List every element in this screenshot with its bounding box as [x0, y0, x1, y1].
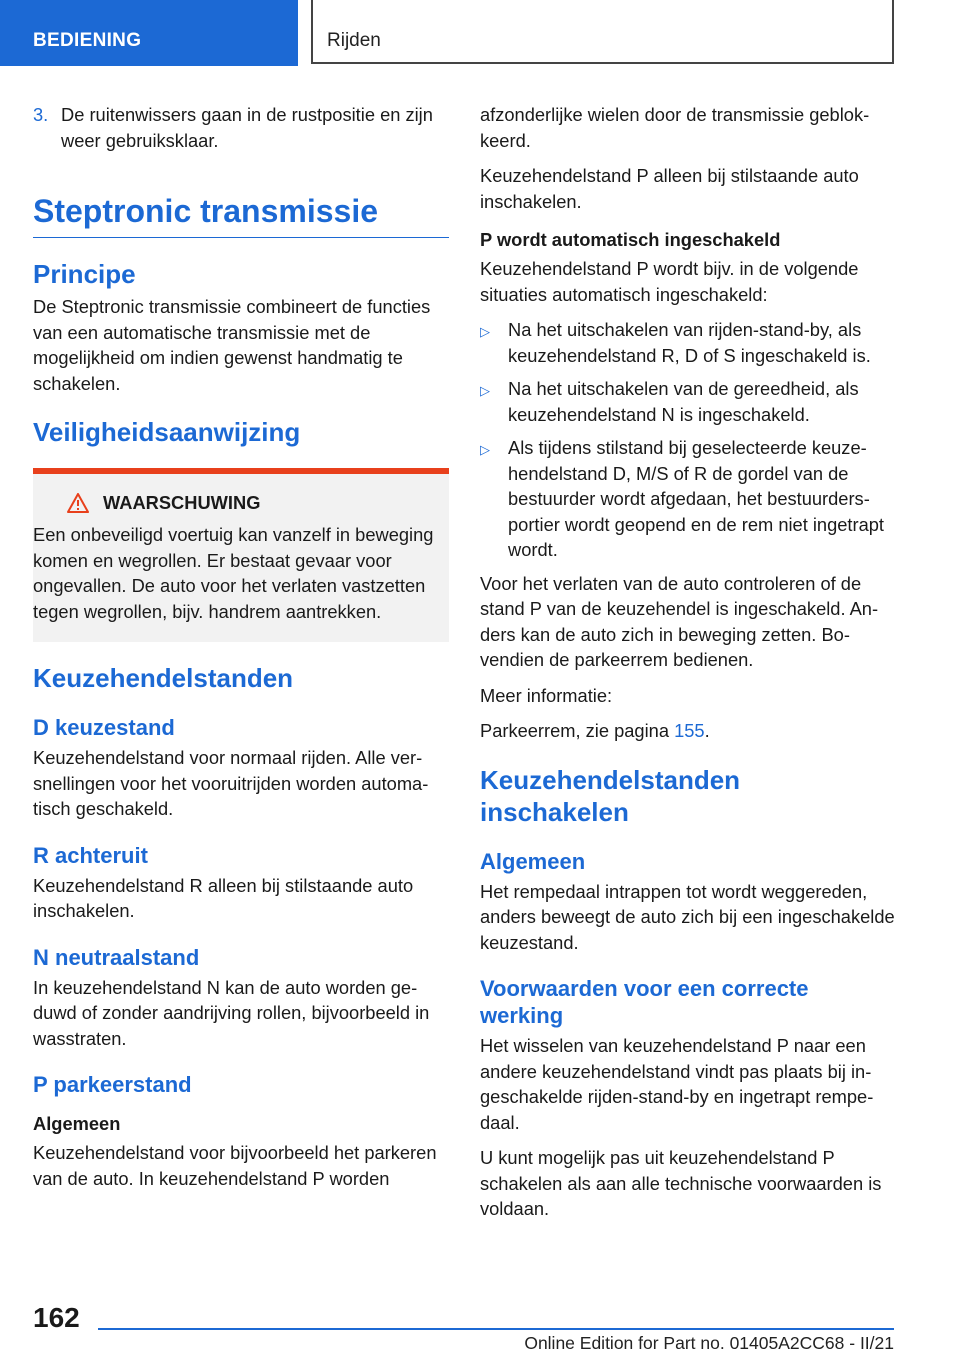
- header-chapter-label: Rijden: [327, 30, 381, 51]
- triangle-bullet-icon: ▷: [480, 442, 490, 457]
- heading-algemeen-left: Algemeen: [33, 1113, 121, 1134]
- heading-r-achteruit: R achteruit: [33, 842, 148, 868]
- left-column: [33, 102, 449, 1201]
- paragraph-n: In keuzehendelstand N kan de auto worden geduwd of zonder aandrijving rollen, bijvoorbeeld in wasstraten.: [33, 976, 430, 1049]
- header-section-tab: [0, 0, 298, 66]
- heading-p-parkeerstand: P parkeerstand: [33, 1072, 192, 1097]
- step-text: De ruitenwissers gaan in de rustpositie en zijn weer gebruiksklaar.: [61, 104, 433, 151]
- paragraph-meer-informatie: Meer informatie:: [480, 684, 613, 706]
- warning-box: [33, 468, 449, 642]
- heading-principe: Principe: [33, 259, 136, 289]
- paragraph-p-only: Keuzehendelstand P alleen bij stilstaande auto inschakelen.: [480, 165, 859, 212]
- paragraph-principe: De Steptronic transmissie combineert de functies van een automatische transmissie met de mogelijkheid om indien gewenst handmatig te schakelen.: [33, 296, 431, 394]
- paragraph-algemeen-right: Het rempedaal intrappen tot wordt weggereden, anders beweegt de auto zich bij een ingeschakelde keuzestand.: [480, 880, 895, 953]
- list-item-text: Na het uitschakelen van de gereedheid, als keuzehendelstand N is ingeschakeld.: [508, 378, 859, 425]
- heading-n-neutraalstand: N neutraalstand: [33, 944, 200, 970]
- parkeerrem-ref-prefix: Parkeerrem, zie pagina: [480, 720, 675, 741]
- list-item: [480, 376, 895, 427]
- parkeerrem-ref-suffix: .: [704, 720, 710, 741]
- footer-divider: [98, 1328, 894, 1330]
- warning-text: Een onbeveiligd voertuig kan vanzelf in beweging komen en wegrollen. Er bestaat gevaar voor ongevallen. De auto voor het verlaten vastzetten tegen wegrollen, bijv. handrem aantrekken.: [33, 524, 434, 622]
- page-number: 162: [33, 1302, 80, 1333]
- right-column: [480, 102, 895, 1232]
- warning-title: WAARSCHUWING: [103, 492, 261, 513]
- heading-voorwaarden: Voorwaarden voor een correcte werking: [480, 976, 809, 1028]
- paragraph-voorwaarden-2: U kunt mogelijk pas uit keuzehendelstand P schakelen als aan alle technische voorwaarden is voldaan.: [480, 1147, 882, 1219]
- triangle-bullet-icon: ▷: [480, 324, 490, 339]
- list-item-text: Na het uitschakelen van rijden-stand-by, als keuzehendelstand R, D of S ingeschakeld is.: [508, 319, 871, 366]
- list-item-text: Als tijdens stilstand bij geselecteerde keuzehendelstand D, M/S of R de gordel van de bestuurder wordt afgedaan, het bestuurdersportier wordt geopend en de rem niet ingetrapt wordt.: [508, 437, 885, 560]
- page-155-link[interactable]: 155: [674, 720, 705, 741]
- header-chapter-tab: [311, 0, 894, 64]
- paragraph-p-automatisch: Keuzehendelstand P wordt bijv. in de volgende situaties automatisch ingeschakeld:: [480, 258, 859, 305]
- heading-algemeen-right: Algemeen: [480, 848, 586, 874]
- heading-keuzehendelstanden: Keuzehendelstanden: [33, 663, 294, 693]
- header-section-label: BEDIENING: [33, 30, 142, 51]
- paragraph-voorwaarden-1: Het wisselen van keuzehendelstand P naar een andere keuzehendelstand vindt pas plaats bij ingeschakelde rijden-stand-by en ingetrapt rempedaal.: [480, 1035, 874, 1133]
- paragraph-parkeerrem-ref: [480, 718, 895, 744]
- footer-edition: Online Edition for Part no. 01405A2CC68 - II/21: [524, 1333, 894, 1353]
- paragraph-d: Keuzehendelstand voor normaal rijden. Alle versnellingen voor het vooruitrijden worden automatisch geschakeld.: [33, 747, 429, 819]
- list-item: [480, 435, 895, 563]
- warning-triangle-icon: [67, 493, 89, 513]
- warning-title-row: [67, 492, 449, 514]
- heading-p-automatisch: P wordt automatisch ingeschakeld: [480, 229, 781, 250]
- heading-inschakelen: Keuzehendelstanden inschakelen: [480, 764, 741, 827]
- paragraph-r: Keuzehendelstand R alleen bij stilstaande auto inschakelen.: [33, 874, 414, 921]
- step-3: [33, 102, 449, 153]
- heading-veiligheid: Veiligheidsaanwijzing: [33, 417, 301, 447]
- paragraph-verlaten: Voor het verlaten van de auto controleren of de stand P van de keuzehendel is ingeschakeld. Anders kan de auto zich in beweging zetten. Bovendien de parkeerrem bedienen.: [480, 572, 879, 670]
- heading-d-keuzestand: D keuzestand: [33, 715, 175, 740]
- paragraph-continued: afzonderlijke wielen door de transmissie geblokkeerd.: [480, 104, 870, 151]
- paragraph-algemeen-left: Keuzehendelstand voor bijvoorbeeld het parkeren van de auto. In keuzehendelstand P worden: [33, 1142, 437, 1189]
- triangle-bullet-icon: ▷: [480, 383, 490, 398]
- step-number: 3.: [33, 104, 49, 125]
- heading-steptronic: Steptronic transmissie: [33, 191, 449, 238]
- list-item: [480, 317, 895, 368]
